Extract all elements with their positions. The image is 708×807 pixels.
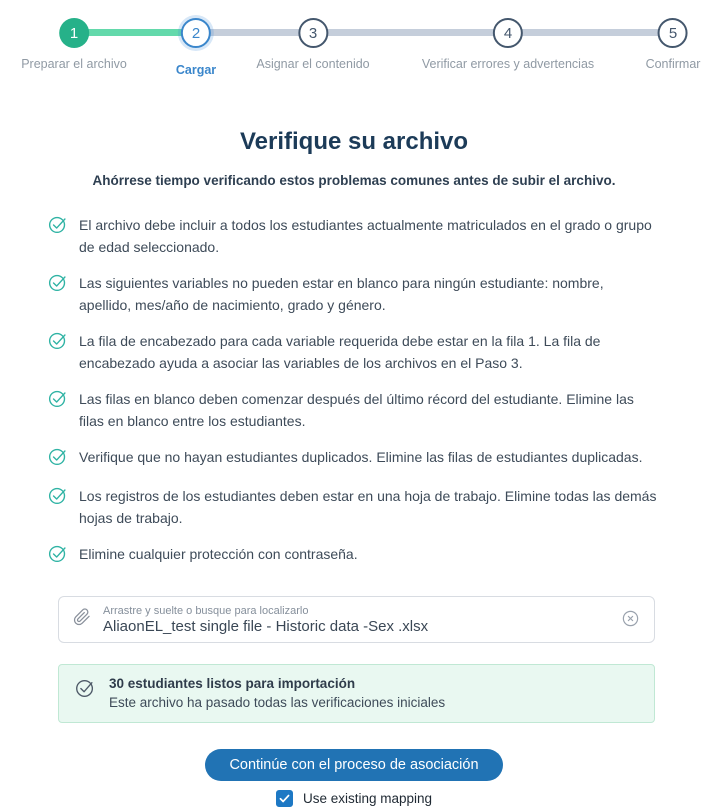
step-5-circle: 5 xyxy=(658,18,688,48)
verification-checklist xyxy=(48,214,660,568)
checklist-item xyxy=(48,388,660,432)
check-circle-icon xyxy=(48,215,67,239)
step-check-errors xyxy=(422,18,594,71)
dropzone-texts xyxy=(103,605,619,635)
check-circle-icon xyxy=(48,544,67,568)
checklist-item xyxy=(48,485,660,529)
checklist-item-text: El archivo debe incluir a todos los estudiantes actualmente matriculados en el grado o grupo de edad seleccionado. xyxy=(79,217,652,255)
circle-x-icon xyxy=(621,609,640,631)
status-title: 30 estudiantes listos para importación xyxy=(109,676,356,691)
validation-success-box xyxy=(58,664,655,723)
step-4-circle: 4 xyxy=(493,18,523,48)
remove-file-button[interactable] xyxy=(619,607,642,633)
page-subtitle: Ahórrese tiempo verificando estos problemas comunes antes de subir el archivo. xyxy=(92,173,616,188)
check-circle-icon xyxy=(48,447,67,471)
checklist-item-text: La fila de encabezado para cada variable requerida debe estar en la fila 1. La fila de encabezado ayuda a asociar las variables de los archivos en el Paso 3. xyxy=(79,333,601,371)
step-5-label: Confirmar xyxy=(645,57,701,71)
dropzone-placeholder: Arrastre y suelte o busque para localizarlo xyxy=(103,604,309,617)
continue-mapping-button[interactable]: Continúe con el proceso de asociación xyxy=(205,749,502,781)
checklist-item xyxy=(48,272,660,316)
step-3-circle: 3 xyxy=(298,18,328,48)
status-texts xyxy=(109,676,445,710)
checklist-item-text: Las filas en blanco deben comenzar después del último récord del estudiante. Elimine las filas en blanco entre los estudiantes. xyxy=(79,391,634,429)
step-1-circle[interactable]: 1 xyxy=(59,18,89,48)
step-2-label: Cargar xyxy=(175,63,217,77)
check-circle-icon xyxy=(75,678,95,703)
checklist-item-text: Verifique que no hayan estudiantes duplicados. Elimine las filas de estudiantes duplicadas. xyxy=(79,449,643,465)
step-prepare-file[interactable] xyxy=(21,18,127,71)
step-3-label: Asignar el contenido xyxy=(256,57,370,71)
checklist-item xyxy=(48,543,660,568)
page-title: Verifique su archivo xyxy=(239,128,469,155)
uploaded-filename: AliaonEL_test single file - Historic data -Sex .xlsx xyxy=(103,617,429,635)
check-circle-icon xyxy=(48,273,67,297)
step-confirm xyxy=(646,18,701,71)
paperclip-icon xyxy=(73,608,91,631)
check-circle-icon xyxy=(48,389,67,413)
file-dropzone[interactable] xyxy=(58,596,655,643)
step-1-label: Preparar el archivo xyxy=(21,57,127,71)
status-message: Este archivo ha pasado todas las verificaciones iniciales xyxy=(109,695,446,710)
checklist-item-text: Los registros de los estudiantes deben estar en una hoja de trabajo. Elimine todas las demás hojas de trabajo. xyxy=(79,488,657,526)
check-circle-icon xyxy=(48,331,67,355)
check-circle-icon xyxy=(48,486,67,510)
step-2-circle[interactable]: 2 xyxy=(181,18,211,48)
step-map-content xyxy=(256,18,369,71)
step-4-label: Verificar errores y advertencias xyxy=(421,57,595,71)
checklist-item xyxy=(48,330,660,374)
step-upload[interactable] xyxy=(176,18,216,77)
checklist-item-text: Elimine cualquier protección con contraseña. xyxy=(79,546,358,562)
checklist-item-text: Las siguientes variables no pueden estar en blanco para ningún estudiante: nombre, apellido, mes/año de nacimiento, grado y género. xyxy=(79,275,604,313)
wizard-stepper xyxy=(0,0,708,84)
checklist-item xyxy=(48,214,660,258)
checklist-item xyxy=(48,446,660,471)
use-existing-mapping-label[interactable]: Use existing mapping xyxy=(302,791,433,806)
